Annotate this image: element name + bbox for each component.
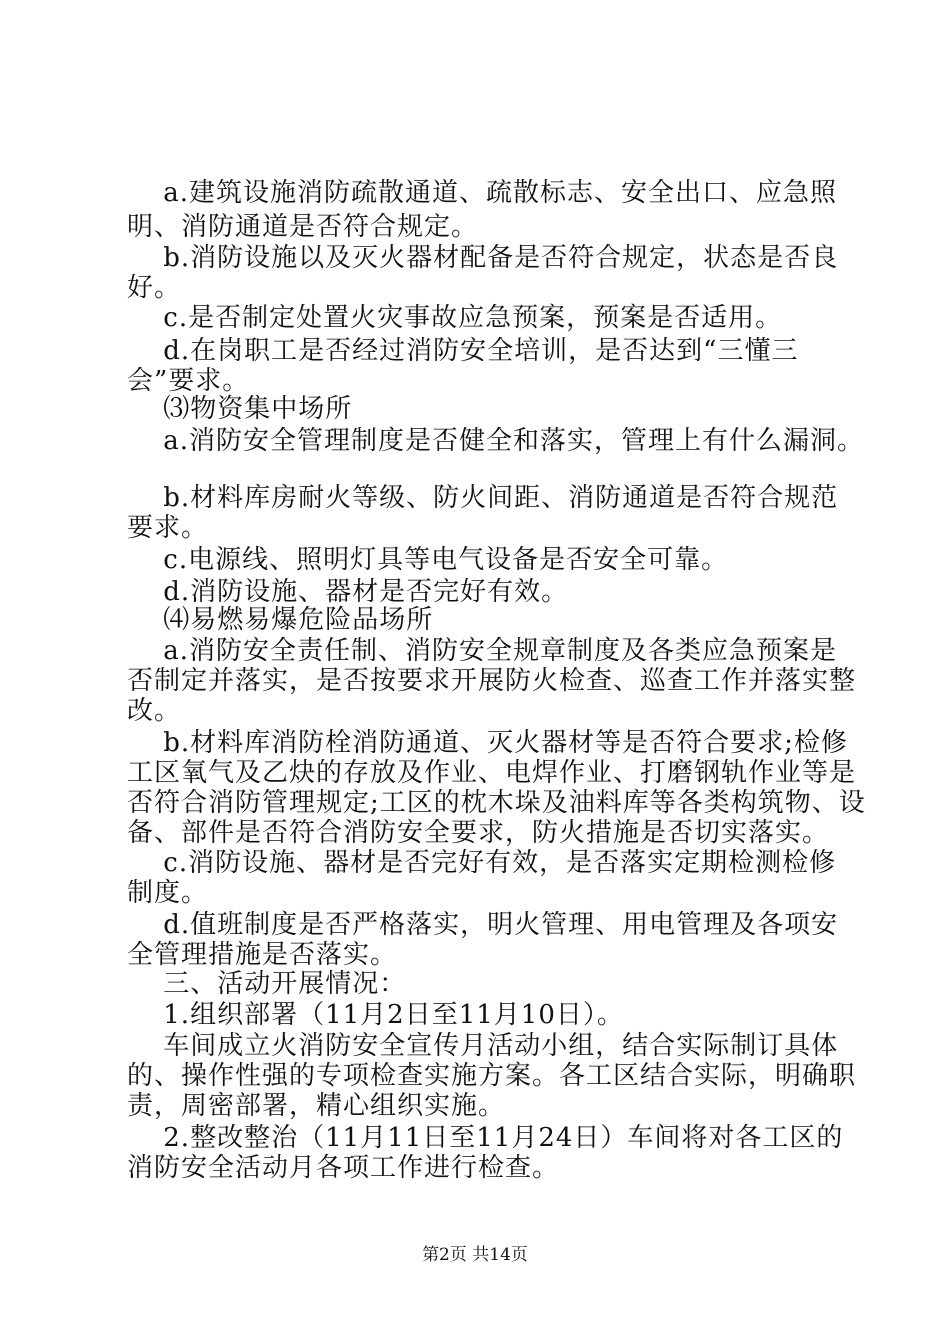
section-heading: ⑶物资集中场所 [127,394,353,424]
paragraph-line: 否制定并落实，是否按要求开展防火检查、巡查工作并落实整 [127,666,857,696]
paragraph-line: 的、操作性强的专项检查实施方案。各工区结合实际，明确职 [127,1061,857,1091]
paragraph-line: 备、部件是否符合消防安全要求，防火措施是否切实落实。 [127,818,830,848]
section-heading: 三、活动开展情况： [127,969,407,999]
paragraph-line: 2.整改整治（11月11日至11月24日）车间将对各工区的 [127,1123,844,1153]
paragraph-line: b.消防设施以及灭火器材配备是否符合规定，状态是否良 [127,243,839,273]
paragraph-line: 全管理措施是否落实。 [127,940,398,970]
paragraph-line: 改。 [127,696,182,726]
paragraph-line: b.材料库消防栓消防通道、灭火器材等是否符合要求;检修 [127,728,848,758]
paragraph-line: d.消防设施、器材是否完好有效。 [127,577,569,607]
paragraph-line: a.消防安全责任制、消防安全规章制度及各类应急预案是 [127,636,838,666]
paragraph-line: 好。 [127,273,182,303]
paragraph-line: 车间成立火消防安全宣传月活动小组，结合实际制订具体 [127,1031,839,1061]
paragraph-line: a.建筑设施消防疏散通道、疏散标志、安全出口、应急照 [127,178,838,208]
paragraph-line: 1.组织部署（11月2日至11月10日）。 [127,1000,624,1030]
paragraph-line: c.是否制定处置火灾事故应急预案，预案是否适用。 [127,303,783,333]
paragraph-line: c.消防设施、器材是否完好有效，是否落实定期检测检修 [127,848,837,878]
page-number-footer: 第2页 共14页 [422,1245,528,1265]
paragraph-line: 消防安全活动月各项工作进行检查。 [127,1153,560,1183]
paragraph-line: a.消防安全管理制度是否健全和落实，管理上有什么漏洞。 [127,426,865,456]
paragraph-line: 会”要求。 [127,366,250,396]
paragraph-line: 制度。 [127,878,209,908]
paragraph-line: 工区氧气及乙炔的存放及作业、电焊作业、打磨钢轨作业等是 [127,758,857,788]
paragraph-line: b.材料库房耐火等级、防火间距、消防通道是否符合规范 [127,483,839,513]
section-heading: ⑷易燃易爆危险品场所 [127,605,434,635]
paragraph-line: 否符合消防管理规定;工区的枕木垛及油料库等各类构筑物、设 [127,788,866,818]
paragraph-line: d.值班制度是否严格落实，明火管理、用电管理及各项安 [127,910,839,940]
paragraph-line: c.电源线、照明灯具等电气设备是否安全可靠。 [127,545,729,575]
paragraph-line: 明、消防通道是否符合规定。 [127,212,479,242]
paragraph-line: 责，周密部署，精心组织实施。 [127,1091,506,1121]
paragraph-line: d.在岗职工是否经过消防安全培训，是否达到“三懂三 [127,336,799,366]
paragraph-line: 要求。 [127,513,209,543]
